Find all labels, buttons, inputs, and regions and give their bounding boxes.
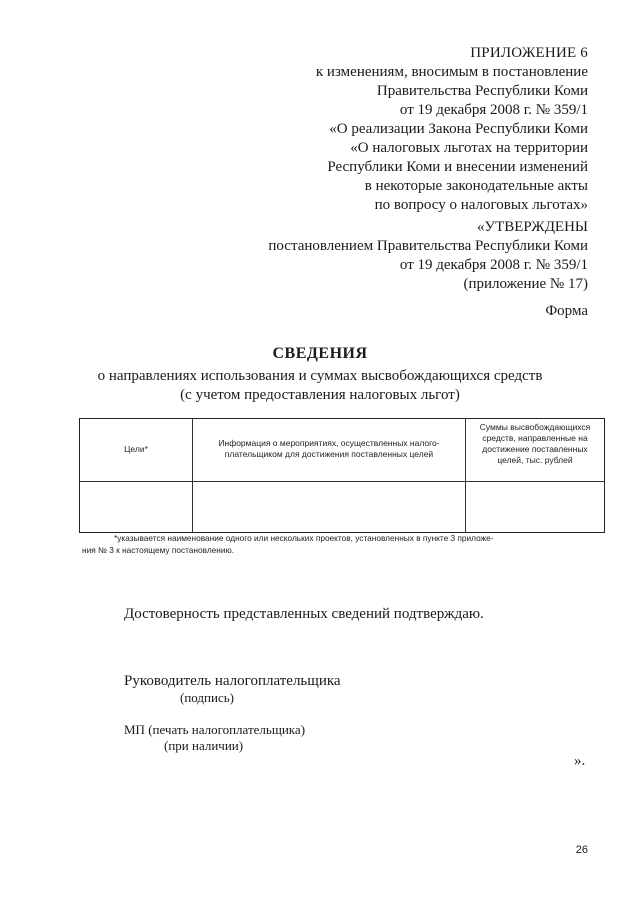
subtitle-line: о направлениях использования и суммах высвобождающихся средств xyxy=(97,368,543,384)
approval-line: от 19 декабря 2008 г. № 359/1 xyxy=(399,257,588,273)
stamp-label: МП (печать налогоплательщика) xyxy=(124,722,306,737)
approval-line: постановлением Правительства Республики Коми xyxy=(268,238,588,254)
footnote-line: *указывается наименование одного или нескольких проектов, установленных в пункте 3 приложе- xyxy=(114,533,494,543)
approval-line: (приложение № 17) xyxy=(463,276,588,292)
table-cell xyxy=(193,482,465,532)
document-title: СВЕДЕНИЯ xyxy=(272,345,368,362)
appendix-header xyxy=(316,44,588,215)
appendix-line: Правительства Республики Коми xyxy=(376,83,588,99)
appendix-line: по вопросу о налоговых льготах» xyxy=(374,197,588,213)
appendix-line: «О налоговых льготах на территории xyxy=(350,140,588,156)
appendix-line: «О реализации Закона Республики Коми xyxy=(329,121,588,137)
table-footnote xyxy=(84,532,604,556)
header-amounts: Суммы высвобождающихся средств, направленные на достижение поставленных целей, тыс. рублей xyxy=(479,422,591,465)
appendix-title: ПРИЛОЖЕНИЕ 6 xyxy=(470,45,588,61)
table-cell xyxy=(80,482,192,532)
approval-block xyxy=(268,218,588,294)
confirmation-text: Достоверность представленных сведений подтверждаю. xyxy=(124,606,484,622)
subtitle-line: (с учетом предоставления налоговых льгот) xyxy=(180,387,460,403)
table-cell xyxy=(466,482,604,532)
appendix-line: в некоторые законодательные акты xyxy=(364,178,588,194)
approval-line: «УТВЕРЖДЕНЫ xyxy=(476,219,588,235)
appendix-line: от 19 декабря 2008 г. № 359/1 xyxy=(399,102,588,118)
info-table xyxy=(79,418,605,533)
head-signature-label: Руководитель налогоплательщика xyxy=(124,673,341,689)
signature-note: (подпись) xyxy=(180,690,234,705)
footnote-line: ния № 3 к настоящему постановлению. xyxy=(82,545,235,555)
header-goals: Цели* xyxy=(124,444,148,454)
closing-quote: ». xyxy=(574,753,586,769)
document-subtitle xyxy=(0,367,640,405)
appendix-line: к изменениям, вносимым в постановление xyxy=(315,64,588,80)
appendix-line: Республики Коми и внесении изменений xyxy=(327,159,588,175)
header-activities: Информация о мероприятиях, осуществленных налого- плательщиком для достижения поставленных целей xyxy=(218,438,440,459)
form-label: Форма xyxy=(545,303,588,319)
page-number: 26 xyxy=(575,844,588,856)
stamp-note: (при наличии) xyxy=(164,738,244,753)
